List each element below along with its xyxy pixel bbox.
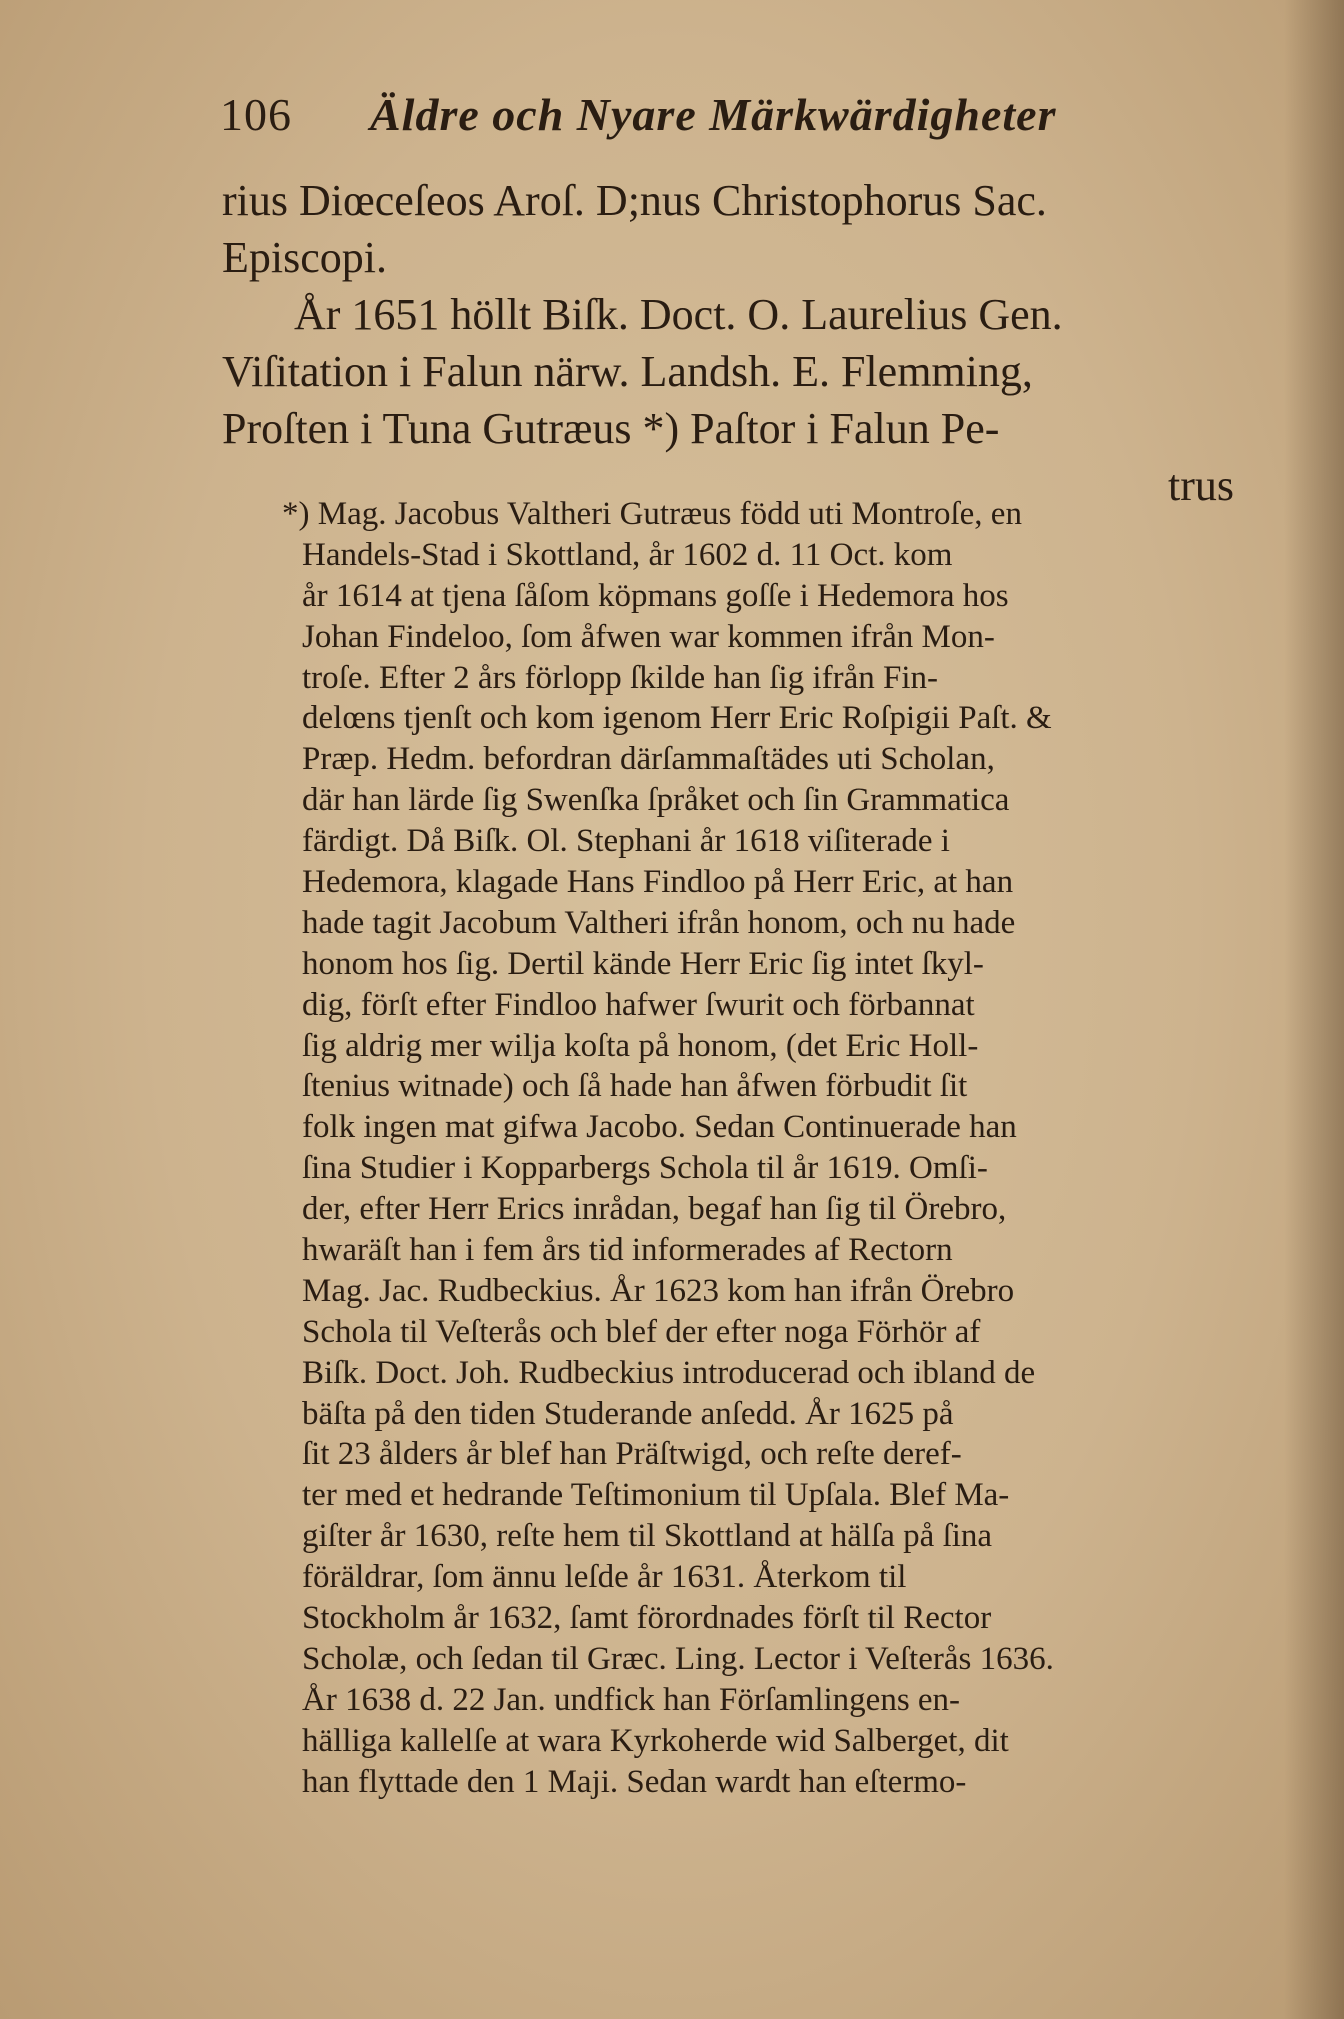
footnote-line: År 1638 d. 22 Jan. undfick han Förſamlingens en- [302, 1681, 961, 1718]
text-line: trus [1168, 461, 1234, 510]
footnote-line: troſe. Efter 2 års förlopp ſkilde han ſig ifrån Fin- [302, 659, 938, 696]
footnote-line: år 1614 at tjena ſåſom köpmans goſſe i Hedemora hos [302, 577, 1009, 614]
running-title: Äldre och Nyare Märkwärdigheter [370, 89, 1057, 140]
footnote-line: ſtenius witnade) och ſå hade han åfwen förbudit ſit [302, 1068, 968, 1105]
footnote-line: hälliga kallelſe at wara Kyrkoherde wid Salberget, dit [302, 1722, 1009, 1759]
footnote-line: Handels-Stad i Skottland, år 1602 d. 11 Oct. kom [302, 536, 953, 573]
text-line: Viſitation i Falun närw. Landsh. E. Flemming, [222, 347, 1033, 396]
footnote-line: ſit 23 ålders år blef han Präſtwigd, och reſte deref- [302, 1436, 962, 1473]
footnote-line: hade tagit Jacobum Valtheri ifrån honom, och nu hade [302, 904, 1016, 941]
text-line: rius Diœceſeos Aroſ. D;nus Christophorus Sac. [222, 176, 1047, 225]
footnote-line: *) Mag. Jacobus Valtheri Gutræus född uti Montroſe, en [282, 496, 1022, 532]
footnote-line: honom hos ſig. Dertil kände Herr Eric ſig intet ſkyl- [302, 945, 984, 982]
footnote-line: ſig aldrig mer wilja koſta på honom, (det Eric Holl- [302, 1027, 979, 1064]
main-text [222, 172, 1242, 514]
footnote-line: han flyttade den 1 Maji. Sedan wardt han eſtermo- [302, 1763, 967, 1800]
footnote-line: delœns tjenſt och kom igenom Herr Eric Roſpigii Paſt. & [302, 700, 1052, 737]
text-line: År 1651 höllt Biſk. Doct. O. Laurelius Gen. [294, 290, 1063, 339]
footnote-line: där han lärde ſig Swenſka ſpråket och ſin Grammatica [302, 782, 1010, 819]
footnote-line: ter med et hedrande Teſtimonium til Upſala. Blef Ma- [302, 1477, 1010, 1514]
page-edge-shadow [1284, 0, 1344, 2019]
footnote-line: der, efter Herr Erics inrådan, begaf han ſig til Örebro, [302, 1191, 1007, 1228]
footnote-line: dig, förſt efter Findloo hafwer ſwurit och förbannat [302, 986, 975, 1023]
text-line: Proſten i Tuna Gutræus *) Paſtor i Falun Pe- [222, 404, 1000, 453]
footnote [282, 494, 1242, 1803]
page-header [220, 88, 1120, 148]
footnote-line: Biſk. Doct. Joh. Rudbeckius introducerad och ibland de [302, 1354, 1036, 1391]
footnote-line: folk ingen mat gifwa Jacobo. Sedan Continuerade han [302, 1109, 1017, 1146]
footnote-line: giſter år 1630, reſte hem til Skottland at hälſa på ſina [302, 1518, 993, 1555]
footnote-line: färdigt. Då Biſk. Ol. Stephani år 1618 viſiterade i [302, 823, 950, 860]
footnote-line: Stockholm år 1632, ſamt förordnades förſt til Rector [302, 1600, 992, 1637]
footnote-line: Præp. Hedm. befordran därſammaſtädes uti Scholan, [302, 741, 995, 778]
page-number: 106 [220, 89, 292, 140]
footnote-line: ſina Studier i Kopparbergs Schola til år 1619. Omſi- [302, 1150, 988, 1187]
footnote-line: Hedemora, klagade Hans Findloo på Herr Eric, at han [302, 864, 1014, 901]
footnote-line: Mag. Jac. Rudbeckius. År 1623 kom han ifrån Örebro [302, 1272, 1015, 1309]
footnote-line: bäſta på den tiden Studerande anſedd. År 1625 på [302, 1395, 954, 1432]
text-line: Episcopi. [222, 233, 387, 282]
footnote-line: Schola til Veſterås och blef der efter noga Förhör af [302, 1313, 981, 1350]
footnote-line: föräldrar, ſom ännu leſde år 1631. Återkom til [302, 1559, 907, 1596]
footnote-line: Scholæ, och ſedan til Græc. Ling. Lector i Veſterås 1636. [302, 1640, 1054, 1677]
footnote-line: Johan Findeloo, ſom åfwen war kommen ifrån Mon- [302, 618, 995, 655]
footnote-line: hwaräſt han i fem års tid informerades af Rectorn [302, 1232, 953, 1269]
